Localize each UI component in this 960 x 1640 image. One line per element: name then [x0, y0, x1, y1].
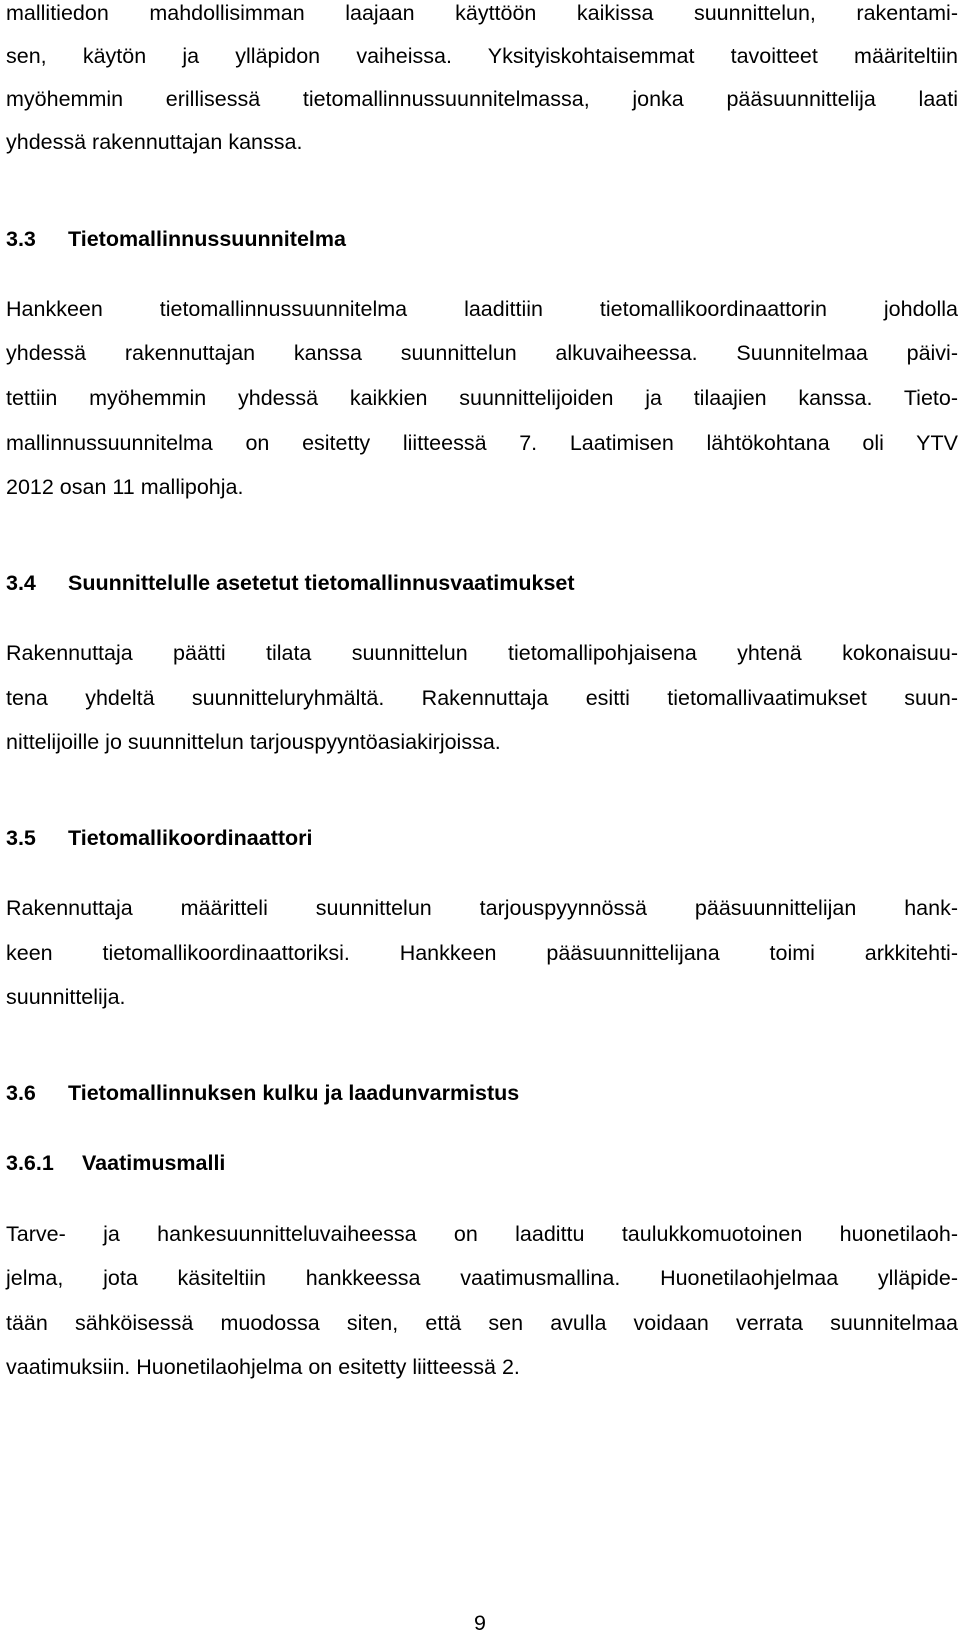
intro-line-4: yhdessä rakennuttajan kanssa.	[6, 130, 303, 154]
section-heading-3-4	[6, 570, 575, 596]
intro-line-3: myöhemmin erillisessä tietomallinnussuunnitelmassa, jonka pääsuunnittelija laati	[6, 87, 958, 111]
section-title: Tietomallikoordinaattori	[68, 826, 313, 850]
section-number: 3.5	[6, 826, 36, 850]
paragraph-line: vaatimuksiin. Huonetilaohjelma on esitetty liitteessä 2.	[6, 1355, 520, 1379]
paragraph-line: nittelijoille jo suunnittelun tarjouspyyntöasiakirjoissa.	[6, 730, 501, 754]
paragraph-line: jelma, jota käsiteltiin hankkeessa vaatimusmallina. Huonetilaohjelmaa ylläpide-	[6, 1266, 958, 1290]
section-heading-3-3	[6, 226, 346, 252]
section-title: Suunnittelulle asetetut tietomallinnusvaatimukset	[68, 571, 575, 595]
paragraph-line: Rakennuttaja määritteli suunnittelun tarjouspyynnössä pääsuunnittelijan hank-	[6, 896, 958, 920]
section-title: Tietomallinnuksen kulku ja laadunvarmistus	[68, 1081, 520, 1105]
paragraph-line: Hankkeen tietomallinnussuunnitelma laadittiin tietomallikoordinaattorin johdolla	[6, 297, 958, 321]
paragraph-line: Tarve- ja hankesuunnitteluvaiheessa on laadittu taulukkomuotoinen huonetilaoh-	[6, 1222, 958, 1246]
paragraph-line: tään sähköisessä muodossa siten, että sen avulla voidaan verrata suunnitelmaa	[6, 1311, 958, 1335]
section-number: 3.6.1	[6, 1151, 54, 1175]
paragraph-line: Rakennuttaja päätti tilata suunnittelun tietomallipohjaisena yhtenä kokonaisuu-	[6, 641, 958, 665]
paragraph-line: mallinnussuunnitelma on esitetty liitteessä 7. Laatimisen lähtökohtana oli YTV	[6, 431, 958, 455]
paragraph-line: 2012 osan 11 mallipohja.	[6, 475, 244, 499]
section-title: Vaatimusmalli	[82, 1151, 226, 1175]
intro-line-2: sen, käytön ja ylläpidon vaiheissa. Yksityiskohtaisemmat tavoitteet määriteltiin	[6, 44, 958, 68]
section-heading-3-6	[6, 1080, 519, 1106]
section-number: 3.6	[6, 1081, 36, 1105]
paragraph-line: keen tietomallikoordinaattoriksi. Hankkeen pääsuunnittelijana toimi arkkitehti-	[6, 941, 958, 965]
section-title: Tietomallinnussuunnitelma	[68, 227, 346, 251]
page-number: 9	[474, 1611, 486, 1635]
section-number: 3.3	[6, 227, 36, 251]
paragraph-line: tena yhdeltä suunnitteluryhmältä. Rakennuttaja esitti tietomallivaatimukset suun-	[6, 686, 958, 710]
paragraph-line: yhdessä rakennuttajan kanssa suunnittelun alkuvaiheessa. Suunnitelmaa päivi-	[6, 341, 958, 365]
section-heading-3-5	[6, 825, 313, 851]
paragraph-line: suunnittelija.	[6, 985, 126, 1009]
intro-line-1: mallitiedon mahdollisimman laajaan käyttöön kaikissa suunnittelun, rakentami-	[6, 1, 958, 25]
section-heading-3-6-1	[6, 1150, 225, 1176]
section-number: 3.4	[6, 571, 36, 595]
paragraph-line: tettiin myöhemmin yhdessä kaikkien suunnittelijoiden ja tilaajien kanssa. Tieto-	[6, 386, 958, 410]
